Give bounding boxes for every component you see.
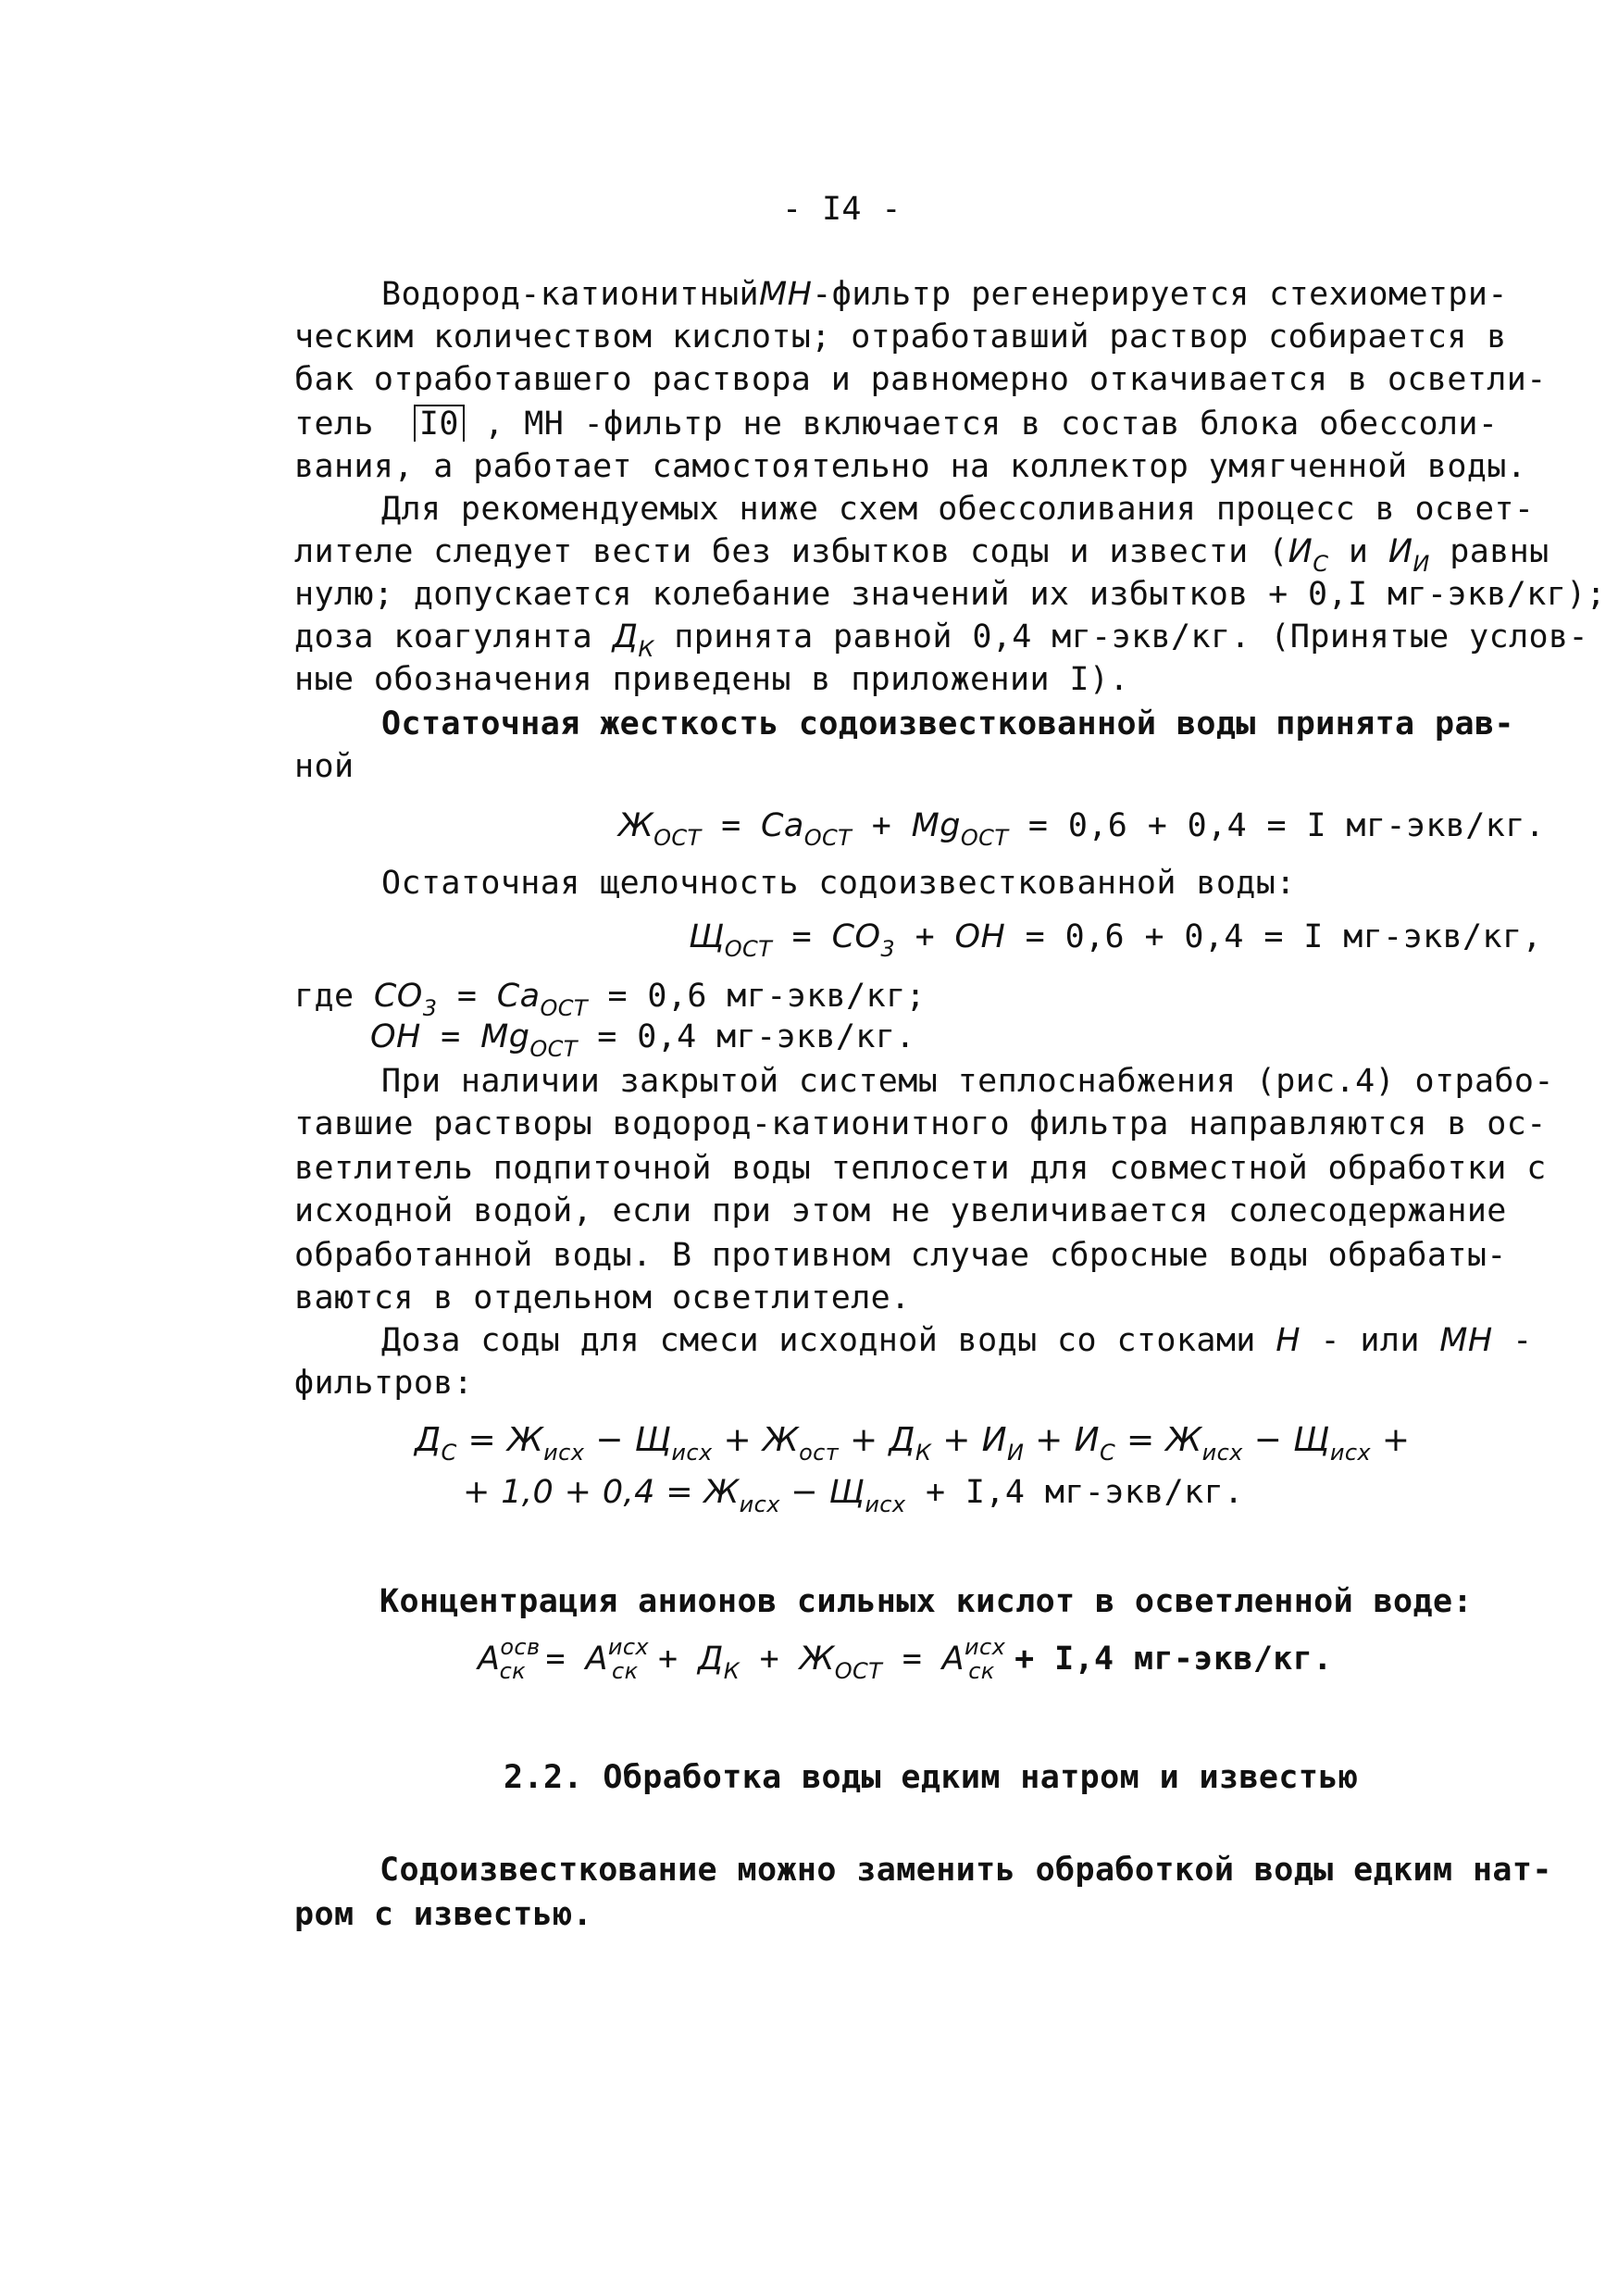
- formula-soda-dose-line1: $Д_С = Ж_{исх} - Щ_{исх} + Ж_{ост} + Д_К + И_И + И_С = Ж_{исх} - Щ_{исх}$ +: [415, 1421, 1411, 1466]
- para5-line5: обработанной воды. В противном случае сбросные воды обрабаты-: [294, 1237, 1507, 1274]
- formula-hardness: $Ж_{ОСТ} = Са_{ОСТ} + Мg_{ОСТ} = 0,6 + 0,4 = I$ мг-экв/кг.: [618, 807, 1546, 851]
- reference-bracket: I0: [414, 405, 465, 442]
- formula-alkalinity: $Щ_{ОСТ} = СО_3$ + ОН = 0,6 + 0,4 = I мг-экв/кг,: [689, 918, 1542, 962]
- para7-line1: Концентрация анионов сильных кислот в осветленной воде:: [380, 1583, 1473, 1620]
- para3-line2: ной: [294, 748, 355, 785]
- para5-line2: тавшие растворы водород-катионитного фильтра направляются в ос-: [294, 1105, 1547, 1142]
- para2-line4: доза коагулянта $Д_К$ принята равной 0,4 мг-экв/кг. (Принятые услов-: [294, 618, 1588, 662]
- para1-line5: вания, а работает самостоятельно на коллектор умягченной воды.: [294, 448, 1527, 485]
- para5-line4: исходной водой, если при этом не увеличивается солесодержание: [294, 1192, 1507, 1229]
- where-line2: ОН = $Мg_{ОСТ} = 0,4$ мг-экв/кг.: [370, 1018, 915, 1062]
- para3-line1: Остаточная жесткость содоизвесткованной воды принята рав-: [381, 705, 1514, 742]
- section-title: 2.2. Обработка воды едким натром и известью: [504, 1759, 1359, 1796]
- page-number: - I4 -: [782, 191, 902, 228]
- para1-line2: ческим количеством кислоты; отработавший раствор собирается в: [294, 318, 1507, 356]
- para2-line3: нулю; допускается колебание значений их избытков + 0,I мг-экв/кг);: [294, 576, 1607, 613]
- para4-line1: Остаточная щелочность содоизвесткованной воды:: [381, 865, 1296, 902]
- para6-line2: фильтров:: [294, 1365, 474, 1402]
- formula-anions: $А^{осв}_{ск} = А^{исх}_{ск} + Д_К + Ж_{ОСТ} = А^{исх}_{ск} + I,4$ мг-экв/кг.: [478, 1634, 1333, 1684]
- para5-line6: ваются в отдельном осветлителе.: [294, 1279, 911, 1316]
- para8-line1: Содоизвесткование можно заменить обработкой воды едким нат-: [380, 1852, 1552, 1889]
- para8-line2: ром с известью.: [294, 1896, 593, 1933]
- para5-line3: ветлитель подпиточной воды теплосети для совместной обработки с: [294, 1150, 1547, 1187]
- formula-soda-dose-line2: + $1,0 + 0,4 = Ж_{исх} - Щ_{исх} + I,4$ мг-экв/кг.: [463, 1474, 1244, 1517]
- para2-line1: Для рекомендуемых ниже схем обессоливания процесс в освет-: [381, 491, 1535, 528]
- para1-line1: Водород-катионитныйМН-фильтр регенерируется стехиометри-: [381, 276, 1508, 313]
- where-line1: где $СО_3 = Са_{ОСТ} = 0,6$ мг-экв/кг;: [294, 978, 927, 1021]
- para2-line5: ные обозначения приведены в приложении I).: [294, 661, 1129, 698]
- para2-line2: лителе следует вести без избытков соды и извести ($И_С$ и $И_И$ равны: [294, 533, 1550, 577]
- para5-line1: При наличии закрытой системы теплоснабжения (рис.4) отрабо-: [381, 1063, 1554, 1100]
- para1-line4: тель I0 , МН -фильтр не включается в состав блока обессоли-: [294, 406, 1499, 443]
- para1-line3: бак отработавшего раствора и равномерно откачивается в осветли-: [294, 361, 1547, 398]
- para6-line1: Доза соды для смеси исходной воды со стоками Н - или МН -: [381, 1322, 1533, 1359]
